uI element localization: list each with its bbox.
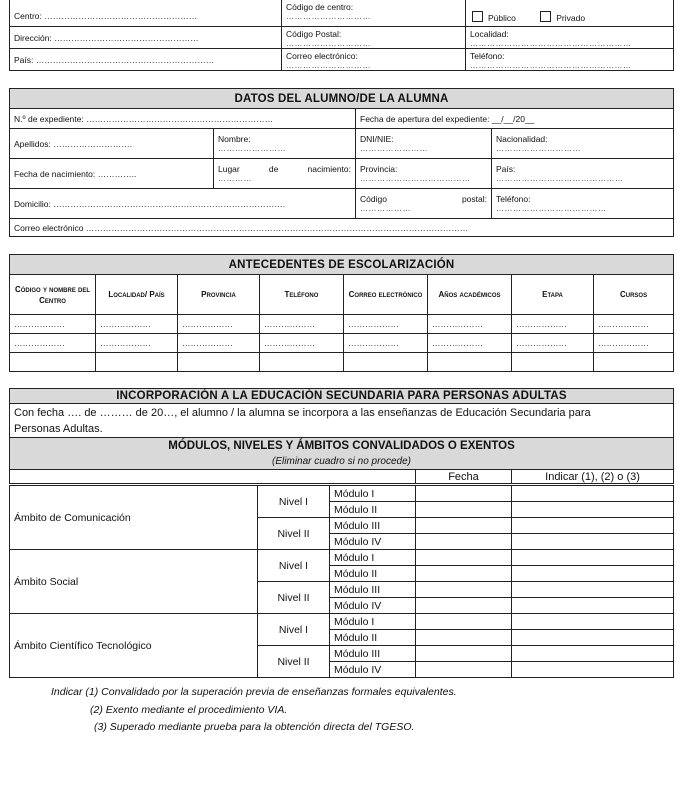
- indicar-cell[interactable]: [512, 534, 674, 550]
- table-cell[interactable]: [260, 353, 344, 372]
- col-correo: Correo electrónico: [344, 275, 428, 315]
- table-cell[interactable]: ………………: [512, 334, 594, 353]
- indicar-cell[interactable]: [512, 582, 674, 598]
- table-cell[interactable]: ………………: [260, 315, 344, 334]
- table-cell[interactable]: ………………: [428, 334, 512, 353]
- footnote-1: Indicar (1) Convalidado por la superación previa de enseñanzas formales equivalentes.: [51, 686, 457, 698]
- fecha-cell[interactable]: [416, 646, 512, 662]
- fecha-cell[interactable]: [416, 662, 512, 678]
- incorporation-text[interactable]: Con fecha …. de ……… de 20…, el alumno / la alumna se incorpora a las enseñanzas de Educación Secundaria para Personas Adultas.: [10, 404, 674, 438]
- student-section-title: DATOS DEL ALUMNO/DE LA ALUMNA: [10, 89, 674, 109]
- domicilio-field[interactable]: Domicilio: ……………………………………………………………………….: [10, 189, 356, 219]
- ambito-cientifico: Ámbito Científico Tecnológico: [10, 614, 258, 678]
- indicar-cell[interactable]: [512, 614, 674, 630]
- schooling-table: [9, 254, 674, 372]
- expediente-field[interactable]: N.º de expediente: …………………………………………………………: [10, 109, 356, 129]
- table-cell[interactable]: ………………: [178, 315, 260, 334]
- nivel-2: Nivel II: [258, 518, 330, 550]
- correo-centro-field[interactable]: Correo electrónico: …………………………: [282, 48, 466, 70]
- indicar-cell[interactable]: [512, 630, 674, 646]
- codigo-postal-alumno-field[interactable]: Código postal: ………………: [356, 189, 492, 219]
- nivel-1: Nivel I: [258, 486, 330, 518]
- col-anos: Años académicos: [428, 275, 512, 315]
- codigo-postal-field[interactable]: Código Postal: …………………………: [282, 26, 466, 48]
- modulo-3: Módulo III: [330, 582, 416, 598]
- col-etapa: Etapa: [512, 275, 594, 315]
- table-cell[interactable]: ………………: [178, 334, 260, 353]
- lugar-nacimiento-field[interactable]: Lugar de nacimiento: …………: [214, 159, 356, 189]
- nivel-2: Nivel II: [258, 582, 330, 614]
- provincia-field[interactable]: Provincia: …………………………………: [356, 159, 492, 189]
- table-cell[interactable]: ………………: [512, 315, 594, 334]
- fecha-cell[interactable]: [416, 598, 512, 614]
- centro-field[interactable]: Centro: ………………………………………………: [10, 0, 282, 26]
- dni-field[interactable]: DNI/NIE: ……………………: [356, 129, 492, 159]
- incorporation-section-title: INCORPORACIÓN A LA EDUCACIÓN SECUNDARIA PARA PERSONAS ADULTAS: [10, 389, 674, 404]
- table-cell[interactable]: ………………: [428, 315, 512, 334]
- modules-blank-header: [10, 470, 416, 484]
- telefono-centro-field[interactable]: Teléfono: …………………………………………………: [466, 48, 674, 70]
- localidad-field[interactable]: Localidad: …………………………………………………: [466, 26, 674, 48]
- fecha-cell[interactable]: [416, 486, 512, 502]
- table-row: [10, 334, 674, 353]
- modulo-2: Módulo II: [330, 630, 416, 646]
- indicar-cell[interactable]: [512, 502, 674, 518]
- incorporation-table: [9, 388, 674, 484]
- modulo-1: Módulo I: [330, 550, 416, 566]
- titularidad-field: Público Privado: [466, 0, 674, 26]
- table-cell[interactable]: [344, 353, 428, 372]
- col-indicar: Indicar (1), (2) o (3): [512, 470, 674, 484]
- table-cell[interactable]: ………………: [344, 315, 428, 334]
- footnote-3: (3) Superado mediante prueba para la obtención directa del TGESO.: [94, 721, 415, 733]
- table-cell[interactable]: [96, 353, 178, 372]
- student-table: [9, 88, 674, 237]
- fecha-cell[interactable]: [416, 614, 512, 630]
- apellidos-field[interactable]: Apellidos: ……………………….: [10, 129, 214, 159]
- table-cell[interactable]: ………………: [594, 315, 674, 334]
- table-cell[interactable]: ………………: [10, 315, 96, 334]
- modulo-4: Módulo IV: [330, 598, 416, 614]
- fecha-cell[interactable]: [416, 630, 512, 646]
- modulo-3: Módulo III: [330, 646, 416, 662]
- indicar-cell[interactable]: [512, 566, 674, 582]
- publico-checkbox[interactable]: [472, 11, 483, 22]
- table-cell[interactable]: ………………: [96, 334, 178, 353]
- ambito-comunicacion: Ámbito de Comunicación: [10, 486, 258, 550]
- modulo-2: Módulo II: [330, 566, 416, 582]
- indicar-cell[interactable]: [512, 550, 674, 566]
- nacionalidad-field[interactable]: Nacionalidad: …………………………: [492, 129, 674, 159]
- nivel-2: Nivel II: [258, 646, 330, 678]
- table-cell[interactable]: [594, 353, 674, 372]
- table-row: [10, 315, 674, 334]
- indicar-cell[interactable]: [512, 486, 674, 502]
- fecha-cell[interactable]: [416, 550, 512, 566]
- fecha-cell[interactable]: [416, 566, 512, 582]
- nombre-field[interactable]: Nombre: ……………………: [214, 129, 356, 159]
- ambito-social: Ámbito Social: [10, 550, 258, 614]
- modulo-1: Módulo I: [330, 486, 416, 502]
- fecha-cell[interactable]: [416, 534, 512, 550]
- nivel-1: Nivel I: [258, 550, 330, 582]
- table-cell[interactable]: [512, 353, 594, 372]
- table-cell[interactable]: ………………: [10, 334, 96, 353]
- table-cell[interactable]: ………………: [96, 315, 178, 334]
- col-telefono: Teléfono: [260, 275, 344, 315]
- fecha-nacimiento-field[interactable]: Fecha de nacimiento: …………..: [10, 159, 214, 189]
- indicar-cell[interactable]: [512, 598, 674, 614]
- fecha-cell[interactable]: [416, 502, 512, 518]
- table-cell[interactable]: [428, 353, 512, 372]
- table-cell[interactable]: [10, 353, 96, 372]
- indicar-cell[interactable]: [512, 662, 674, 678]
- center-table: [9, 0, 674, 71]
- table-cell[interactable]: ………………: [344, 334, 428, 353]
- modulo-4: Módulo IV: [330, 534, 416, 550]
- pais-field[interactable]: País: ………………………………………………………: [10, 48, 282, 70]
- fecha-cell[interactable]: [416, 582, 512, 598]
- table-cell[interactable]: [178, 353, 260, 372]
- direccion-field[interactable]: Dirección: ……………………………………………: [10, 26, 282, 48]
- table-cell[interactable]: ………………: [594, 334, 674, 353]
- modules-table: [9, 485, 674, 678]
- codigo-centro-field[interactable]: Código de centro: …………………………: [282, 0, 466, 26]
- footnote-2: (2) Exento mediante el procedimiento VIA.: [90, 704, 288, 716]
- modules-header: MÓDULOS, NIVELES Y ÁMBITOS CONVALIDADOS O EXENTOS (Eliminar cuadro si no procede): [10, 438, 674, 470]
- modulo-2: Módulo II: [330, 502, 416, 518]
- fecha-apertura-field[interactable]: Fecha de apertura del expediente: __/__/20__: [356, 109, 674, 129]
- pais-nacimiento-field[interactable]: País: ………………………………………: [492, 159, 674, 189]
- modulo-1: Módulo I: [330, 614, 416, 630]
- col-provincia: Provincia: [178, 275, 260, 315]
- nivel-1: Nivel I: [258, 614, 330, 646]
- table-cell[interactable]: ………………: [260, 334, 344, 353]
- col-codigo-centro: Código y nombre del Centro: [10, 275, 96, 315]
- schooling-section-title: ANTECEDENTES DE ESCOLARIZACIÓN: [10, 255, 674, 275]
- privado-checkbox[interactable]: [540, 11, 551, 22]
- table-row: [10, 353, 674, 372]
- telefono-alumno-field[interactable]: Teléfono: …………………………………: [492, 189, 674, 219]
- col-localidad-pais: Localidad/ País: [96, 275, 178, 315]
- indicar-cell[interactable]: [512, 518, 674, 534]
- modulo-3: Módulo III: [330, 518, 416, 534]
- fecha-cell[interactable]: [416, 518, 512, 534]
- col-fecha: Fecha: [416, 470, 512, 484]
- indicar-cell[interactable]: [512, 646, 674, 662]
- correo-alumno-field[interactable]: Correo electrónico ………………………………………………………………………………………………………………………: [10, 219, 674, 237]
- modulo-4: Módulo IV: [330, 662, 416, 678]
- col-cursos: Cursos: [594, 275, 674, 315]
